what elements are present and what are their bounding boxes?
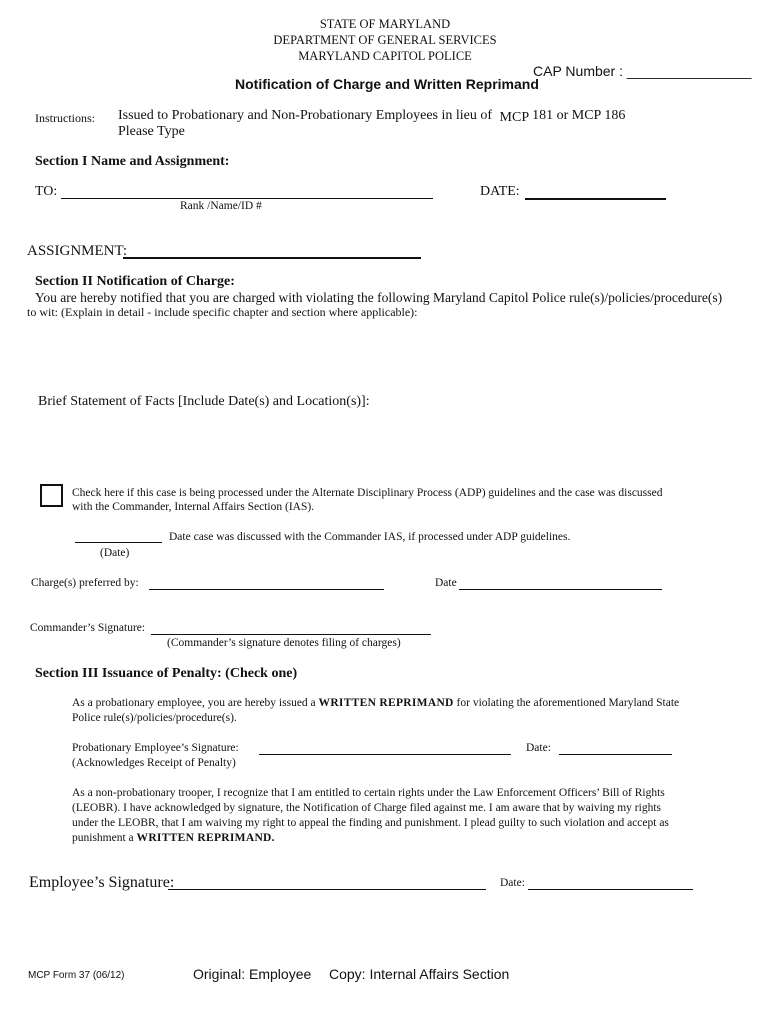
adp-date-input-line[interactable] <box>75 542 162 543</box>
agency-header-state: STATE OF MARYLAND <box>319 17 451 31</box>
probationary-signature-label: Probationary Employee’s Signature: <box>72 742 239 754</box>
probationary-written-reprimand: WRITTEN REPRIMAND <box>318 697 454 709</box>
commander-signature-note: (Commander’s signature denotes filing of charges) <box>167 637 401 649</box>
instructions-please-type: Please Type <box>118 124 185 139</box>
distribution-copy: Copy: Internal Affairs Section <box>329 966 510 982</box>
adp-checkbox[interactable] <box>40 484 63 507</box>
probationary-date-input-line[interactable] <box>559 754 672 755</box>
agency-header-department: DEPARTMENT OF GENERAL SERVICES <box>273 33 497 47</box>
assignment-label: ASSIGNMENT: <box>27 243 128 259</box>
probationary-date-label: Date: <box>526 742 551 754</box>
charge-notice-text: You are hereby notified that you are charged with violating the following Maryland Capitol Police rule(s)/policies/procedure(s) <box>35 290 723 305</box>
form-identifier: MCP Form 37 (06/12) <box>28 970 125 981</box>
probationary-signature-input-line[interactable] <box>259 754 511 755</box>
charges-preferred-input-line[interactable] <box>149 589 384 590</box>
brief-statement-label: Brief Statement of Facts [Include Date(s) and Location(s)]: <box>38 394 370 409</box>
commander-signature-label: Commander’s Signature: <box>30 622 146 634</box>
probationary-text-b: for violating the aforementioned Maryland State <box>456 697 680 709</box>
non-probationary-line-1: As a non-probationary trooper, I recognize that I am entitled to certain rights under the Law Enforcement Officers’ Bill of Rights <box>72 787 665 799</box>
section-1-heading: Section I Name and Assignment: <box>35 154 230 169</box>
probationary-text-a: As a probationary employee, you are hereby issued a <box>72 697 316 709</box>
to-wit-text: to wit: (Explain in detail - include specific chapter and section where applicable): <box>27 305 418 319</box>
charges-date-input-line[interactable] <box>459 589 662 590</box>
non-probationary-line-3: under the LEOBR, that I am waiving my right to appeal the finding and punishment. I plead guilty to such violation and accept as <box>72 817 669 829</box>
section-3-heading: Section III Issuance of Penalty: (Check one) <box>35 666 298 681</box>
non-probationary-line-4 <box>72 832 275 844</box>
employee-signature-label: Employee’s Signature: <box>29 874 175 891</box>
section-2-heading: Section II Notification of Charge: <box>35 274 235 289</box>
probationary-paragraph-line-1 <box>72 697 679 709</box>
adp-date-sublabel: (Date) <box>100 547 130 559</box>
non-probationary-text-a: punishment a <box>72 832 134 844</box>
employee-date-label: Date: <box>500 877 525 889</box>
to-sublabel: Rank /Name/ID # <box>180 200 262 212</box>
to-label: TO: <box>35 184 58 199</box>
non-probationary-written-reprimand: WRITTEN REPRIMAND. <box>136 832 275 844</box>
probationary-paragraph-line-2: Police rule(s)/policies/procedure(s). <box>72 712 237 724</box>
instructions-label: Instructions: <box>35 111 95 125</box>
agency-header-police: MARYLAND CAPITOL POLICE <box>298 49 472 63</box>
employee-date-input-line[interactable] <box>528 889 693 890</box>
cap-number-blank: ________________ <box>626 63 752 79</box>
adp-text-line-1: Check here if this case is being processed under the Alternate Disciplinary Process (ADP) guidelines and the case was discussed <box>72 487 663 499</box>
assignment-input-line[interactable] <box>123 257 421 259</box>
instructions-mcp-numbers: 181 or MCP 186 <box>532 108 626 123</box>
charges-preferred-label: Charge(s) preferred by: <box>31 577 139 589</box>
charges-date-label: Date <box>435 577 457 589</box>
distribution-original: Original: Employee <box>193 966 312 982</box>
cap-number-label: CAP Number : <box>533 63 623 79</box>
adp-date-text: Date case was discussed with the Commander IAS, if processed under ADP guidelines. <box>169 531 571 543</box>
probationary-acknowledgement: (Acknowledges Receipt of Penalty) <box>72 757 236 769</box>
date-input-line[interactable] <box>525 198 666 200</box>
instructions-mcp: MCP <box>499 110 529 125</box>
form-title: Notification of Charge and Written Reprimand <box>235 76 539 92</box>
non-probationary-line-2: (LEOBR). I have acknowledged by signature, the Notification of Charge filed against me. I am aware that by waiving my rights <box>72 802 661 814</box>
adp-text-line-2: with the Commander, Internal Affairs Section (IAS). <box>72 501 315 513</box>
commander-signature-input-line[interactable] <box>151 634 431 635</box>
cap-number-field[interactable] <box>533 63 751 79</box>
instructions-text-main: Issued to Probationary and Non-Probationary Employees in lieu of <box>118 108 493 123</box>
employee-signature-input-line[interactable] <box>168 889 486 890</box>
instructions-text <box>118 108 625 124</box>
date-label: DATE: <box>480 184 520 199</box>
to-input-line[interactable] <box>61 198 433 199</box>
